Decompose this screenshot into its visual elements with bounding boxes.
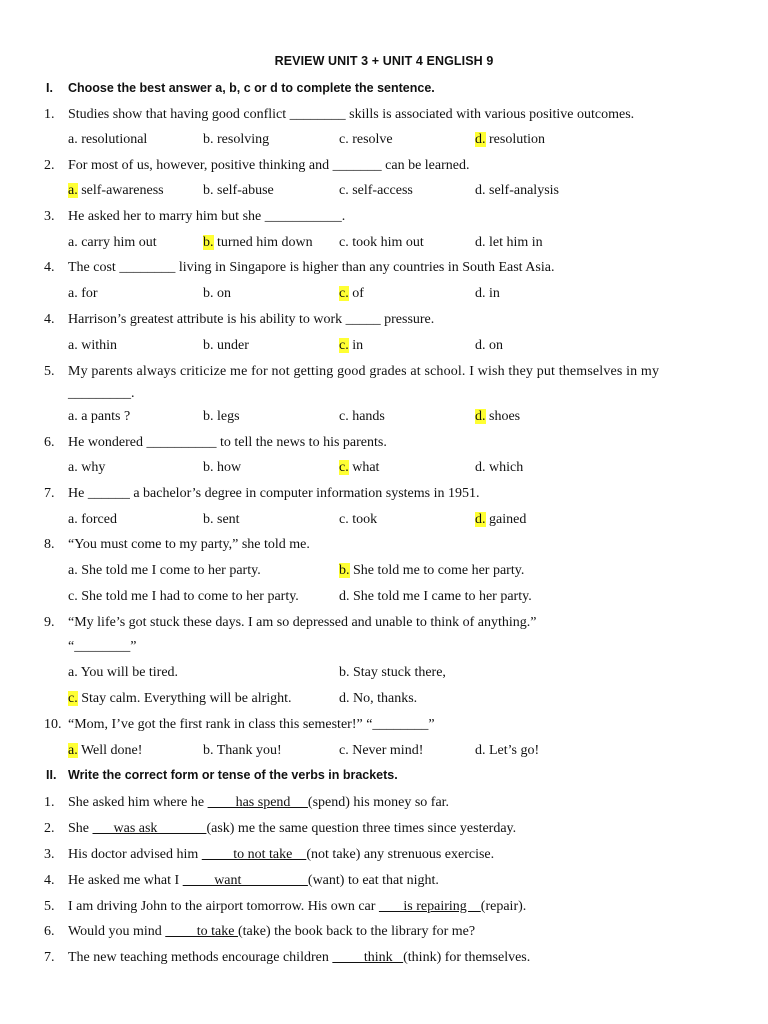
question-row — [0, 613, 768, 633]
answer-blank: want — [182, 873, 308, 888]
option-a: a. forced — [68, 512, 117, 527]
answer-highlight: c. — [339, 460, 349, 475]
question-row — [0, 715, 768, 735]
question-text: “Mom, I’ve got the first rank in class this semester!” “________” — [68, 717, 435, 732]
answer-blank: to not take — [201, 847, 307, 862]
answer-blank: think — [332, 950, 404, 965]
option-d: d. on — [475, 338, 503, 353]
option-b: b. under — [203, 338, 249, 353]
option-c-selected: c. Stay calm. Everything will be alright. — [68, 691, 292, 706]
answer-highlight: c. — [68, 691, 78, 706]
options-row — [0, 458, 768, 478]
item-text: The new teaching methods encourage children think (think) for themselves. — [68, 950, 531, 965]
verb-item — [0, 793, 768, 813]
answer-highlight: b. — [203, 235, 214, 250]
question-number: 10. — [44, 717, 62, 732]
item-text: He asked me what I want (want) to eat that night. — [68, 873, 439, 888]
options-row — [0, 336, 768, 356]
option-d: d. She told me I came to her party. — [339, 589, 532, 604]
options-row — [0, 130, 768, 150]
question-text: “You must come to my party,” she told me. — [68, 537, 310, 552]
question-number: 3. — [44, 209, 55, 224]
option-a: a. for — [68, 286, 98, 301]
option-a-selected: a. Well done! — [68, 743, 143, 758]
question-number: 9. — [44, 615, 55, 630]
option-d: d. in — [475, 286, 500, 301]
item-number: 5. — [44, 899, 55, 914]
item-text: His doctor advised him to not take (not take) any strenuous exercise. — [68, 847, 495, 862]
option-a: a. a pants ? — [68, 409, 131, 424]
options-row — [0, 407, 768, 427]
option-c: c. hands — [339, 409, 385, 424]
question-text: He ______ a bachelor’s degree in computer information systems in 1951. — [68, 486, 480, 501]
question-number: 4. — [44, 260, 55, 275]
verb-item — [0, 845, 768, 865]
question-text: The cost ________ living in Singapore is higher than any countries in South East Asia. — [68, 260, 555, 275]
option-b: b. on — [203, 286, 231, 301]
option-a: a. You will be tired. — [68, 665, 179, 680]
answer-blank: has spend — [207, 795, 308, 810]
option-c-selected: c. what — [339, 460, 380, 475]
question-row — [0, 105, 768, 125]
answer-highlight: a. — [68, 743, 78, 758]
section-heading-text: Write the correct form or tense of the verbs in brackets. — [68, 768, 398, 782]
question-row — [0, 207, 768, 227]
question-number: 8. — [44, 537, 55, 552]
option-b: b. Thank you! — [203, 743, 282, 758]
option-a: a. why — [68, 460, 106, 475]
question-row — [0, 535, 768, 555]
option-b: b. self-abuse — [203, 183, 274, 198]
option-c: c. resolve — [339, 132, 393, 147]
option-b: b. legs — [203, 409, 240, 424]
answer-highlight: c. — [339, 338, 349, 353]
verb-item — [0, 948, 768, 968]
options-row — [0, 561, 768, 581]
page-title: REVIEW UNIT 3 + UNIT 4 ENGLISH 9 — [274, 54, 494, 68]
option-d: d. self-analysis — [475, 183, 559, 198]
question-number: 4. — [44, 312, 55, 327]
option-c: c. took him out — [339, 235, 424, 250]
verb-item — [0, 819, 768, 839]
option-c: c. She told me I had to come to her party. — [68, 589, 299, 604]
item-text: She asked him where he has spend (spend) his money so far. — [68, 795, 450, 810]
question-row — [0, 258, 768, 278]
question-row-continued — [0, 384, 768, 404]
section-number: I. — [46, 81, 53, 95]
question-row — [0, 156, 768, 176]
options-row — [0, 741, 768, 761]
question-text: He wondered __________ to tell the news to his parents. — [68, 435, 387, 450]
answer-highlight: d. — [475, 512, 486, 527]
option-d: d. let him in — [475, 235, 543, 250]
item-number: 4. — [44, 873, 55, 888]
option-a: a. She told me I come to her party. — [68, 563, 261, 578]
option-b-selected: b. turned him down — [203, 235, 313, 250]
option-c: c. Never mind! — [339, 743, 424, 758]
question-number: 7. — [44, 486, 55, 501]
option-c: c. self-access — [339, 183, 413, 198]
question-text-continued: _________. — [68, 386, 135, 401]
item-text: I am driving John to the airport tomorrow. His own car is repairing (repair). — [68, 899, 527, 914]
option-d-selected: d. shoes — [475, 409, 521, 424]
option-d-selected: d. gained — [475, 512, 527, 527]
option-d: d. Let’s go! — [475, 743, 540, 758]
section-heading-text: Choose the best answer a, b, c or d to complete the sentence. — [68, 81, 435, 95]
item-number: 7. — [44, 950, 55, 965]
options-row — [0, 284, 768, 304]
answer-blank: was ask — [92, 821, 207, 836]
question-text: “My life’s got stuck these days. I am so depressed and unable to think of anything.” — [68, 615, 537, 630]
options-row — [0, 233, 768, 253]
item-text: Would you mind to take (take) the book back to the library for me? — [68, 924, 476, 939]
question-number: 5. — [44, 364, 55, 379]
option-a-selected: a. self-awareness — [68, 183, 164, 198]
question-text-continued: “________” — [68, 639, 137, 654]
option-b: b. how — [203, 460, 242, 475]
section-number: II. — [46, 768, 57, 782]
question-number: 6. — [44, 435, 55, 450]
item-text: She was ask (ask) me the same question three times since yesterday. — [68, 821, 517, 836]
question-number: 1. — [44, 107, 55, 122]
question-row-continued — [0, 637, 768, 657]
question-row — [0, 433, 768, 453]
item-number: 6. — [44, 924, 55, 939]
options-row — [0, 510, 768, 530]
option-a: a. within — [68, 338, 117, 353]
option-d-selected: d. resolution — [475, 132, 545, 147]
section-2-heading — [46, 768, 398, 782]
option-b: b. Stay stuck there, — [339, 665, 446, 680]
answer-blank: is repairing — [378, 899, 481, 914]
verb-item — [0, 897, 768, 917]
question-row — [0, 484, 768, 504]
verb-item — [0, 871, 768, 891]
answer-highlight: b. — [339, 563, 350, 578]
option-d: d. No, thanks. — [339, 691, 418, 706]
question-text: For most of us, however, positive thinking and _______ can be learned. — [68, 158, 470, 173]
options-row — [0, 689, 768, 709]
option-c-selected: c. of — [339, 286, 364, 301]
item-number: 1. — [44, 795, 55, 810]
option-c: c. took — [339, 512, 378, 527]
question-text: Studies show that having good conflict ________ skills is associated with various positive outcomes. — [68, 107, 635, 122]
section-1-heading — [46, 81, 435, 95]
options-row — [0, 587, 768, 607]
item-number: 2. — [44, 821, 55, 836]
option-a: a. carry him out — [68, 235, 157, 250]
verb-item — [0, 922, 768, 942]
answer-highlight: c. — [339, 286, 349, 301]
question-text: He asked her to marry him but she ___________. — [68, 209, 346, 224]
option-b: b. sent — [203, 512, 240, 527]
question-text: Harrison’s greatest attribute is his ability to work _____ pressure. — [68, 312, 435, 327]
answer-blank: to take — [165, 924, 238, 939]
question-number: 2. — [44, 158, 55, 173]
question-row — [0, 362, 768, 382]
options-row — [0, 663, 768, 683]
option-c-selected: c. in — [339, 338, 364, 353]
option-b: b. resolving — [203, 132, 270, 147]
option-a: a. resolutional — [68, 132, 148, 147]
answer-highlight: d. — [475, 409, 486, 424]
option-b-selected: b. She told me to come her party. — [339, 563, 525, 578]
answer-highlight: a. — [68, 183, 78, 198]
question-row — [0, 310, 768, 330]
question-text: My parents always criticize me for not getting good grades at school. I wish they put themselves in my — [68, 364, 660, 379]
answer-highlight: d. — [475, 132, 486, 147]
option-d: d. which — [475, 460, 524, 475]
options-row — [0, 181, 768, 201]
item-number: 3. — [44, 847, 55, 862]
